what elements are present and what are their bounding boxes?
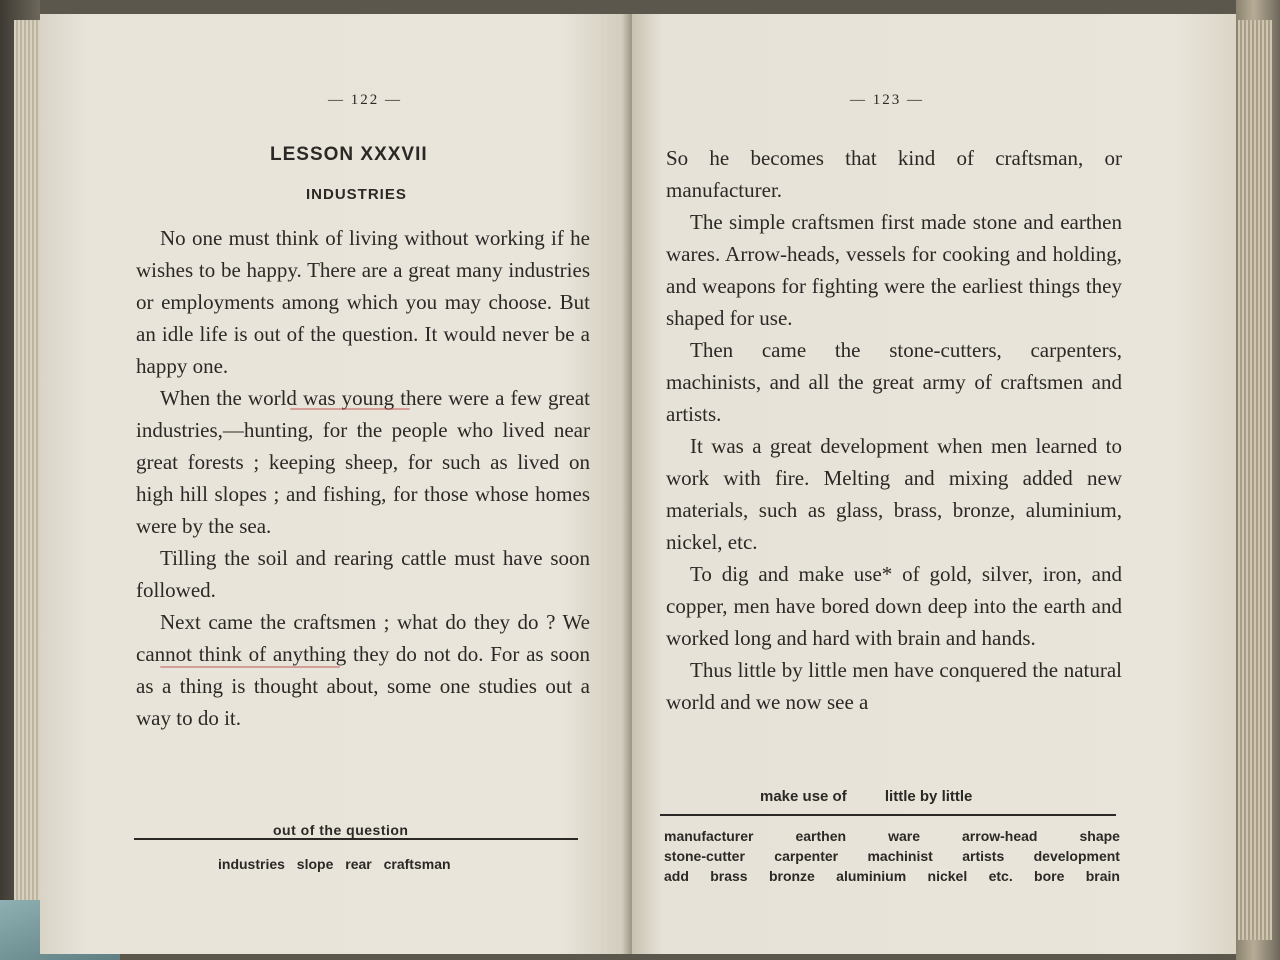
vocabulary-list (664, 826, 1120, 886)
vocab-word: etc. (988, 868, 1013, 884)
divider-rule (660, 814, 1116, 816)
paragraph: To dig and make use* of gold, silver, iron, and copper, men have bored down deep into the earth and worked long and hard with brain and hands. (666, 562, 1122, 650)
vocabulary-list (218, 856, 459, 872)
paragraph: It was a great development when men learned to work with fire. Melting and mixing added new materials, such as glass, brass, bronze, aluminium, nickel, etc. (666, 434, 1122, 554)
vocab-row (664, 866, 1120, 886)
vocab-word: ware (888, 828, 920, 844)
vocab-word: development (1033, 848, 1120, 864)
paragraph: No one must think of living without working if he wishes to be happy. There are a great many industries or employments among which you may choose. But an idle life is out of the question. It would never be a happy one. (136, 226, 590, 378)
vocab-word: arrow-head (962, 828, 1038, 844)
vocab-word: stone-cutter (664, 848, 745, 864)
vocab-word: slope (296, 856, 334, 872)
lesson-subtitle: INDUSTRIES (306, 186, 407, 203)
vocab-word: artists (962, 848, 1005, 864)
vocab-word: shape (1079, 828, 1120, 844)
left-page (40, 14, 632, 954)
page-edges-left (14, 20, 42, 950)
paragraph: When the world was young there were a few great industries,—hunting, for the people who lived near great forests ; keeping sheep, for such as lived on high hill slopes ; and fishing, for those whose homes were by the sea. (136, 386, 590, 538)
page-number: — 122 — (328, 92, 402, 108)
paragraph: Next came the craftsmen ; what do they do ? We cannot think of anything they do not do. For as soon as a thing is thought about, some one studies out a way to do it. (136, 610, 590, 730)
vocab-word: earthen (795, 828, 847, 844)
vocab-word: bronze (768, 868, 815, 884)
phrase-label: little by little (884, 788, 973, 805)
ink-underline (290, 408, 410, 410)
phrase-label: out of the question (273, 822, 409, 838)
vocab-word: rear (345, 856, 372, 872)
vocab-word: nickel (927, 868, 968, 884)
page-number: — 123 — (850, 92, 924, 108)
vocab-word: brain (1085, 868, 1120, 884)
phrase-label: make use of (760, 788, 847, 805)
vocab-word: machinist (867, 848, 933, 864)
vocab-word: bore (1034, 868, 1065, 884)
vocab-word: brass (710, 868, 748, 884)
vocab-row (664, 846, 1120, 866)
vocab-word: manufacturer (664, 828, 754, 844)
vocab-word: craftsman (383, 856, 451, 872)
vocab-word: carpenter (774, 848, 839, 864)
lesson-body (136, 222, 590, 734)
ink-underline (160, 666, 340, 668)
lesson-title: LESSON XXXVII (270, 144, 428, 165)
paragraph: So he becomes that kind of craftsman, or manufacturer. (666, 146, 1122, 202)
phrase-list (760, 788, 1006, 805)
paragraph: Thus little by little men have conquered the natural world and we now see a (666, 658, 1122, 714)
vocab-word: industries (218, 856, 285, 872)
divider-rule (134, 838, 578, 840)
paragraph: Tilling the soil and rearing cattle must have soon followed. (136, 546, 590, 602)
vocab-row (664, 826, 1120, 846)
vocab-word: add (664, 868, 689, 884)
lesson-body (666, 142, 1122, 718)
paragraph: The simple craftsmen first made stone and earthen wares. Arrow-heads, vessels for cooking and holding, and weapons for fighting were the earliest things they shaped for use. (666, 210, 1122, 330)
page-edges-right (1238, 20, 1272, 940)
right-page (632, 14, 1236, 954)
paragraph: Then came the stone-cutters, carpenters, machinists, and all the great army of craftsmen and artists. (666, 338, 1122, 426)
vocab-word: aluminium (836, 868, 907, 884)
